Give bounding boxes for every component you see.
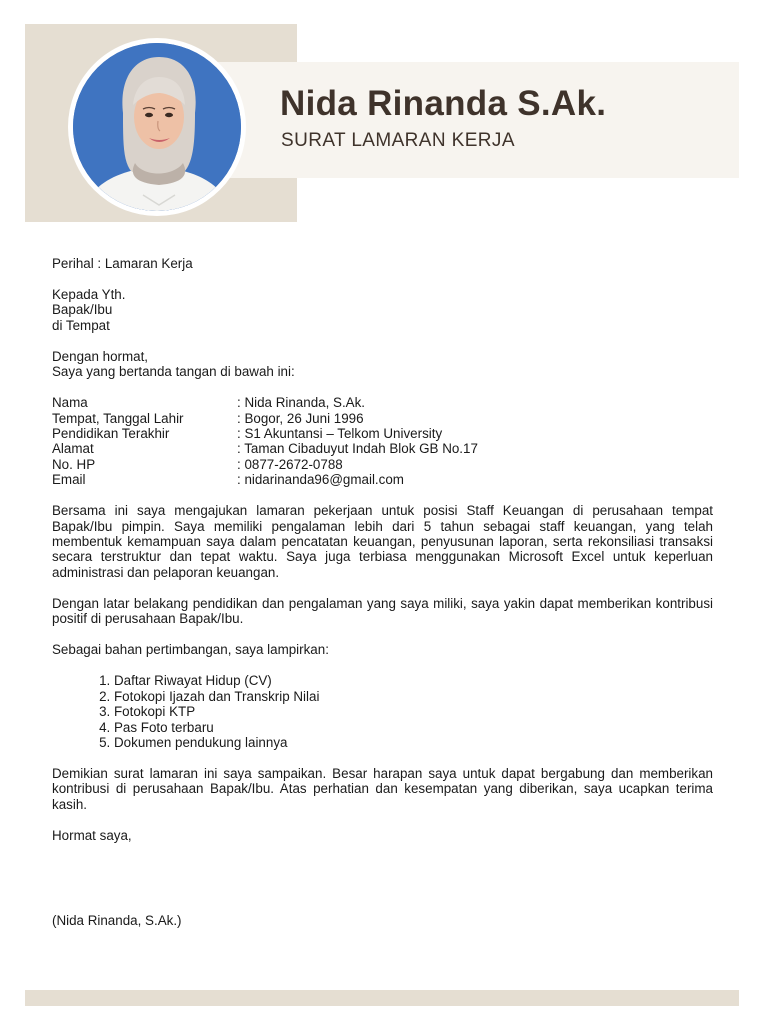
info-label: Nama: [52, 395, 88, 411]
attachment-item: 1. Daftar Riwayat Hidup (CV): [114, 673, 713, 688]
profile-photo: [68, 38, 246, 216]
info-value: : Nida Rinanda, S.Ak.: [237, 395, 366, 411]
info-label: No. HP: [52, 456, 96, 472]
recipient-line: di Tempat: [52, 317, 110, 333]
profile-photo-frame: [73, 43, 241, 211]
document-title: SURAT LAMARAN KERJA: [281, 130, 515, 151]
letter-subject: Perihal : Lamaran Kerja: [52, 256, 193, 271]
signature-space: [52, 859, 713, 913]
info-value: : Bogor, 26 Juni 1996: [237, 410, 364, 426]
attachment-list: [52, 673, 713, 750]
info-label: Pendidikan Terakhir: [52, 426, 170, 442]
info-row: [52, 457, 713, 472]
info-value: : nidarinanda96@gmail.com: [237, 472, 404, 488]
info-value: : S1 Akuntansi – Telkom University: [237, 426, 443, 442]
attachment-item: 3. Fotokopi KTP: [114, 704, 713, 719]
recipient-line: Bapak/Ibu: [52, 302, 113, 318]
info-row: [52, 411, 713, 426]
signature-name: (Nida Rinanda, S.Ak.): [52, 912, 182, 928]
greeting-block: [52, 349, 713, 380]
attachment-item: 5. Dokumen pendukung lainnya: [114, 735, 713, 750]
closing-paragraph: Demikian surat lamaran ini saya sampaikan. Besar harapan saya untuk dapat bergabung dan memberikan kontribusi di perusahaan Bapak/Ibu. Atas perhatian dan kesempatan yang diberikan, saya ucapkan terima kasih.: [52, 765, 713, 812]
footer-accent-bar: [25, 990, 739, 1006]
info-value: : 0877-2672-0788: [237, 456, 343, 472]
body-paragraph-background: Dengan latar belakang pendidikan dan pengalaman yang saya miliki, saya yakin dapat memberikan kontribusi positif di perusahaan Bapak/Ibu.: [52, 595, 713, 627]
attachments-intro: Sebagai bahan pertimbangan, saya lampirkan:: [52, 642, 329, 658]
body-paragraph-application: Bersama ini saya mengajukan lamaran pekerjaan untuk posisi Staff Keuangan di perusahaan tempat Bapak/Ibu pimpin. Saya memiliki pengalaman lebih dari 5 tahun sebagai staff keuangan, yang telah membentuk kemampuan saya dalam pencatatan keuangan, penyusunan laporan, serta rekonsiliasi transaksi secara terstruktur dan tepat waktu. Saya juga terbiasa menggunakan Microsoft Excel untuk keperluan administrasi dan pelaporan keuangan.: [52, 503, 713, 580]
greeting: Dengan hormat,: [52, 348, 149, 364]
info-row: [52, 441, 713, 456]
applicant-info-table: [52, 395, 713, 487]
info-label: Email: [52, 472, 86, 488]
info-label: Alamat: [52, 441, 94, 457]
info-value: : Taman Cibaduyut Indah Blok GB No.17: [237, 441, 478, 457]
info-row: [52, 426, 713, 441]
portrait-illustration: [73, 43, 241, 211]
applicant-name: Nida Rinanda S.Ak.: [280, 84, 607, 123]
info-label: Tempat, Tanggal Lahir: [52, 410, 184, 426]
recipient-line: Kepada Yth.: [52, 287, 126, 302]
attachment-item: 4. Pas Foto terbaru: [114, 720, 713, 735]
intro-sentence: Saya yang bertanda tangan di bawah ini:: [52, 364, 295, 380]
sign-off: Hormat saya,: [52, 827, 132, 843]
letter-body: [52, 256, 713, 944]
attachment-item: 2. Fotokopi Ijazah dan Transkrip Nilai: [114, 689, 713, 704]
recipient-block: [52, 287, 713, 333]
info-row: [52, 395, 713, 410]
info-row: [52, 472, 713, 487]
